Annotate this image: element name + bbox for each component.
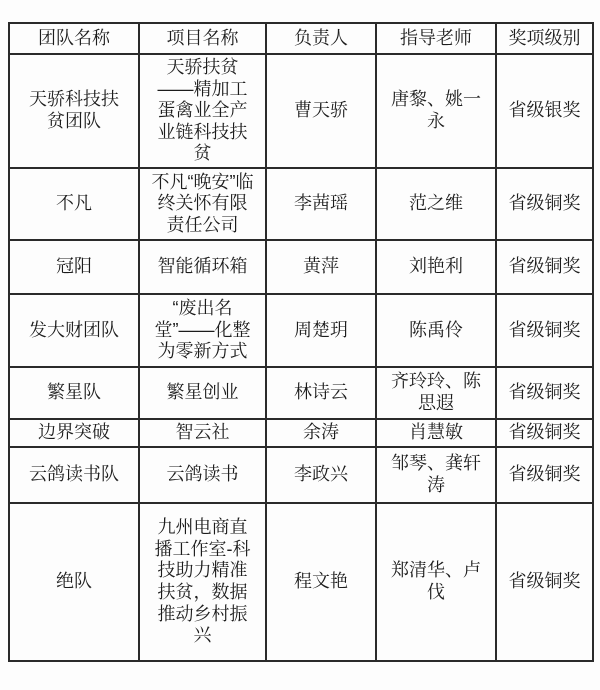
team-name-cell: 发大财团队 xyxy=(9,294,139,367)
project-name-cell: “废出名堂”——化整为零新方式 xyxy=(139,294,266,367)
table-row xyxy=(9,503,593,661)
team-name-cell: 绝队 xyxy=(9,503,139,661)
table-row xyxy=(9,294,593,367)
table-row xyxy=(9,419,593,447)
header-row xyxy=(9,23,593,54)
team-name-cell: 天骄科技扶贫团队 xyxy=(9,54,139,168)
advisor-cell: 郑清华、卢伐 xyxy=(376,503,496,661)
project-name-cell: 云鸽读书 xyxy=(139,447,266,503)
award-level-cell: 省级铜奖 xyxy=(496,447,593,503)
advisor-cell: 陈禹伶 xyxy=(376,294,496,367)
project-name-cell: 繁星创业 xyxy=(139,367,266,419)
award-level-cell: 省级铜奖 xyxy=(496,294,593,367)
table-row xyxy=(9,54,593,168)
award-level-cell: 省级铜奖 xyxy=(496,240,593,294)
leader-cell: 周楚玥 xyxy=(266,294,376,367)
project-name-cell: 不凡“晚安”临终关怀有限责任公司 xyxy=(139,168,266,240)
award-level-cell: 省级铜奖 xyxy=(496,168,593,240)
project-name-cell: 天骄扶贫——精加工蛋禽业全产业链科技扶贫 xyxy=(139,54,266,168)
advisor-cell: 范之维 xyxy=(376,168,496,240)
leader-cell: 余涛 xyxy=(266,419,376,447)
leader-cell: 黄萍 xyxy=(266,240,376,294)
col-header-award: 奖项级别 xyxy=(496,23,593,54)
team-name-cell: 冠阳 xyxy=(9,240,139,294)
team-name-cell: 不凡 xyxy=(9,168,139,240)
table-row xyxy=(9,168,593,240)
leader-cell: 程文艳 xyxy=(266,503,376,661)
award-level-cell: 省级银奖 xyxy=(496,54,593,168)
col-header-team: 团队名称 xyxy=(9,23,139,54)
advisor-cell: 刘艳利 xyxy=(376,240,496,294)
table-row xyxy=(9,240,593,294)
award-level-cell: 省级铜奖 xyxy=(496,367,593,419)
table-row xyxy=(9,447,593,503)
leader-cell: 曹天骄 xyxy=(266,54,376,168)
col-header-leader: 负责人 xyxy=(266,23,376,54)
col-header-project: 项目名称 xyxy=(139,23,266,54)
award-level-cell: 省级铜奖 xyxy=(496,503,593,661)
advisor-cell: 齐玲玲、陈思遐 xyxy=(376,367,496,419)
team-name-cell: 云鸽读书队 xyxy=(9,447,139,503)
leader-cell: 李政兴 xyxy=(266,447,376,503)
project-name-cell: 智能循环箱 xyxy=(139,240,266,294)
leader-cell: 李茜瑶 xyxy=(266,168,376,240)
award-level-cell: 省级铜奖 xyxy=(496,419,593,447)
awards-table xyxy=(8,22,594,662)
team-name-cell: 繁星队 xyxy=(9,367,139,419)
project-name-cell: 智云社 xyxy=(139,419,266,447)
project-name-cell: 九州电商直播工作室-科技助力精准扶贫，数据推动乡村振兴 xyxy=(139,503,266,661)
leader-cell: 林诗云 xyxy=(266,367,376,419)
table-row xyxy=(9,367,593,419)
team-name-cell: 边界突破 xyxy=(9,419,139,447)
advisor-cell: 肖慧敏 xyxy=(376,419,496,447)
advisor-cell: 邹琴、龚轩涛 xyxy=(376,447,496,503)
advisor-cell: 唐黎、姚一永 xyxy=(376,54,496,168)
col-header-advisor: 指导老师 xyxy=(376,23,496,54)
